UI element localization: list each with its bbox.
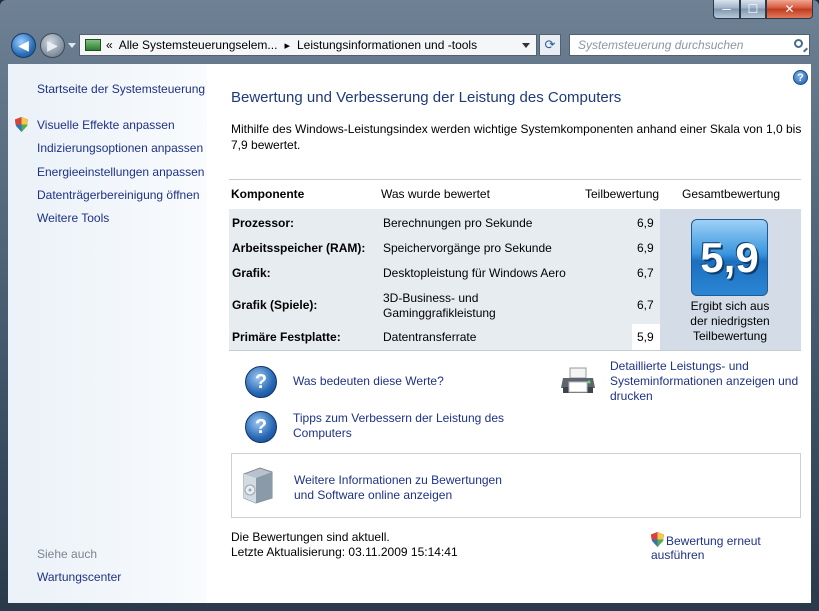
link-line: Computers (293, 426, 352, 440)
rerun-assessment-link[interactable] (651, 530, 811, 562)
link-line: Weitere Informationen zu Bewertungen (294, 473, 502, 487)
row-what: Desktopleistung für Windows Aero (383, 266, 566, 280)
more-info-online-link[interactable] (294, 473, 502, 503)
sidebar-item-indexing[interactable]: Indizierungsoptionen anpassen (37, 141, 204, 155)
row-what-line2: Gaminggrafikleistung (383, 306, 496, 320)
forward-button[interactable] (40, 33, 65, 58)
breadcrumb-item-all-items[interactable]: Alle Systemsteuerungselem... (118, 38, 278, 52)
row-subscore: 6,9 (637, 216, 654, 230)
column-header-component: Komponente (231, 187, 305, 201)
column-header-what: Was wurde bewertet (381, 187, 490, 201)
column-header-basescore: Gesamtbewertung (682, 187, 781, 201)
maximize-button[interactable]: ☐ (740, 0, 766, 19)
printer-icon (561, 366, 595, 396)
sidebar-item-home[interactable]: Startseite der Systemsteuerung (37, 82, 206, 96)
row-what: Datentransferrate (383, 330, 477, 344)
address-dropdown-icon[interactable] (522, 43, 530, 48)
row-what: Berechnungen pro Sekunde (383, 216, 533, 230)
caption-line: der niedrigsten (690, 314, 770, 328)
sidebar (8, 64, 207, 603)
caption-line: Teilbewertung (692, 329, 768, 343)
sidebar-item-more-tools[interactable]: Weitere Tools (37, 211, 110, 225)
row-component: Prozessor: (232, 216, 295, 230)
refresh-button[interactable] (539, 34, 561, 56)
breadcrumb-item-performance[interactable]: Leistungsinformationen und -tools (296, 38, 478, 52)
online-info-box (231, 453, 801, 518)
search-icon[interactable] (794, 39, 803, 48)
table-divider (229, 350, 801, 351)
address-bar[interactable] (79, 34, 537, 56)
arrow-right-icon: ▶ (47, 37, 58, 53)
shield-icon (651, 532, 664, 547)
see-also-heading: Siehe auch (37, 547, 98, 561)
control-panel-icon (85, 39, 101, 51)
back-button[interactable] (11, 33, 36, 58)
title-bar (0, 0, 819, 30)
shield-icon (15, 117, 28, 132)
row-subscore: 6,9 (637, 241, 654, 255)
link-line: Systeminformationen anzeigen und (610, 374, 799, 388)
row-subscore: 6,7 (637, 266, 654, 280)
refresh-icon: ⟳ (544, 37, 556, 52)
breadcrumb-separator-icon[interactable]: ▸ (284, 39, 290, 52)
tips-improve-performance-link[interactable] (293, 411, 504, 441)
arrow-left-icon: ◀ (18, 37, 29, 53)
column-header-subscore: Teilbewertung (585, 187, 660, 201)
page-description: Mithilfe des Windows-Leistungsindex werden wichtige Systemkomponenten anhand einer Skala von 1,0 bis 7,9 bewertet. (231, 122, 802, 152)
main-panel (207, 64, 811, 603)
row-subscore: 6,7 (637, 298, 654, 312)
sidebar-item-visual-effects[interactable]: Visuelle Effekte anpassen (37, 118, 175, 132)
window-controls (713, 0, 813, 19)
table-divider (229, 179, 801, 180)
score-table (229, 179, 801, 351)
link-line: und Software online anzeigen (294, 488, 453, 502)
row-subscore: 5,9 (637, 330, 654, 344)
breadcrumb-overflow[interactable]: « (106, 38, 113, 52)
detailed-info-print-link[interactable] (610, 359, 798, 404)
navigation-bar (0, 30, 819, 62)
close-button[interactable]: ✕ (766, 0, 813, 19)
row-component: Grafik (Spiele): (232, 298, 318, 312)
row-what: Speichervorgänge pro Sekunde (383, 241, 552, 255)
sidebar-item-disk-cleanup[interactable]: Datenträgerbereinigung öffnen (37, 188, 200, 202)
row-component: Primäre Festplatte: (232, 330, 341, 344)
row-component: Grafik: (232, 266, 271, 280)
recent-pages-dropdown[interactable] (68, 43, 76, 48)
sidebar-item-action-center[interactable]: Wartungscenter (37, 570, 122, 584)
link-line: Tipps zum Verbessern der Leistung des (293, 411, 505, 425)
content-area (8, 64, 811, 603)
status-last-update: Letzte Aktualisierung: 03.11.2009 15:14:41 (231, 545, 458, 559)
page-title: Bewertung und Verbesserung der Leistung des Computers (231, 89, 622, 106)
caption-line: Ergibt sich aus (690, 299, 770, 313)
rerun-label: Bewertung erneut ausführen (651, 534, 761, 562)
link-line: Detaillierte Leistungs- und (610, 359, 749, 373)
status-current: Die Bewertungen sind aktuell. (231, 530, 390, 544)
base-score-badge: 5,9 (691, 219, 768, 296)
what-do-scores-mean-link[interactable]: Was bedeuten diese Werte? (293, 374, 444, 388)
search-input[interactable] (569, 34, 810, 56)
link-line: drucken (610, 389, 653, 403)
software-box-icon (240, 466, 274, 504)
row-component: Arbeitsspeicher (RAM): (232, 241, 366, 255)
question-icon: ? (245, 411, 277, 443)
help-icon[interactable]: ? (793, 70, 808, 85)
search-placeholder: Systemsteuerung durchsuchen (578, 38, 744, 52)
minimize-button[interactable]: ─ (713, 0, 740, 19)
sidebar-item-power[interactable]: Energieeinstellungen anpassen (37, 165, 205, 179)
row-what-line1: 3D-Business- und (383, 291, 479, 305)
base-score-caption (669, 299, 791, 344)
question-icon: ? (245, 366, 277, 398)
